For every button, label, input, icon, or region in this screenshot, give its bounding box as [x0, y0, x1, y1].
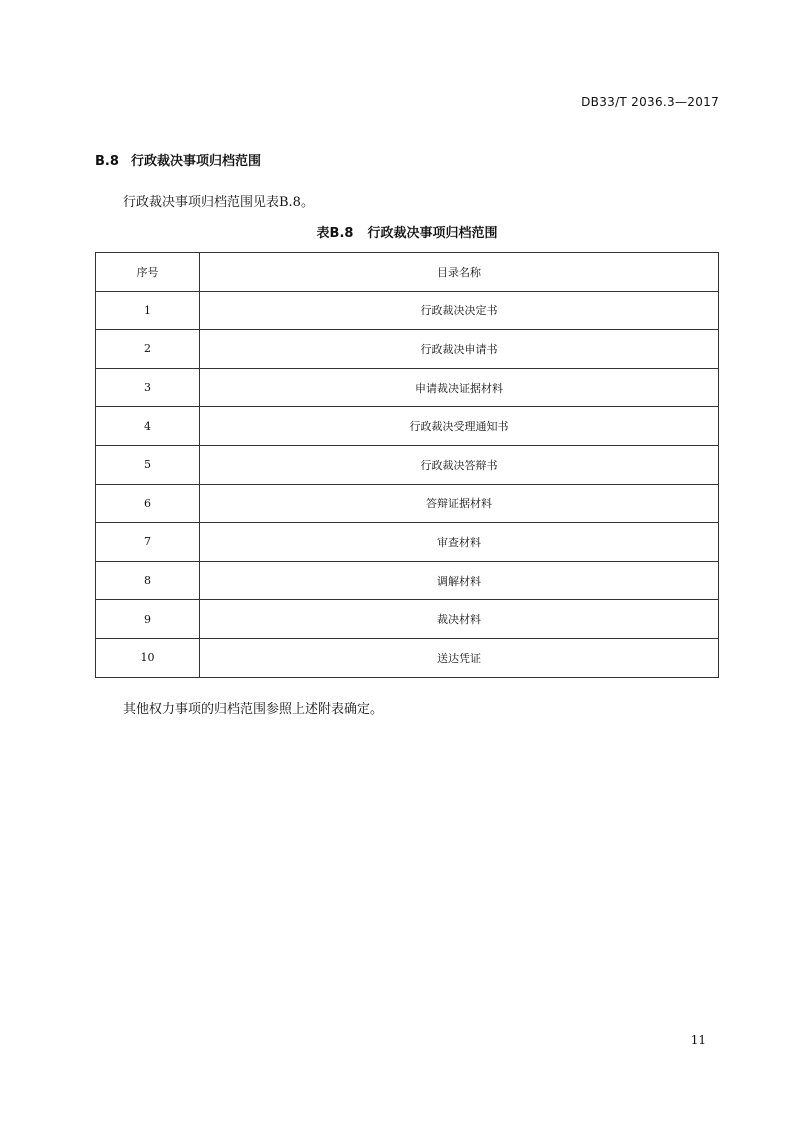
row-name: 行政裁决答辩书 [200, 445, 719, 484]
row-name: 审查材料 [200, 523, 719, 562]
row-name: 调解材料 [200, 561, 719, 600]
table-row [96, 330, 719, 369]
row-name: 答辩证据材料 [200, 484, 719, 523]
standard-code: DB33/T 2036.3—2017 [581, 95, 719, 109]
section-number: B.8 [95, 154, 119, 169]
row-seq: 10 [96, 638, 200, 677]
row-seq: 1 [96, 291, 200, 330]
table-row [96, 445, 719, 484]
column-header-name: 目录名称 [200, 253, 719, 292]
table-row [96, 638, 719, 677]
table-row [96, 600, 719, 639]
table-row [96, 368, 719, 407]
page-number: 11 [690, 1033, 706, 1047]
table-row [96, 484, 719, 523]
row-name: 行政裁决申请书 [200, 330, 719, 369]
row-seq: 4 [96, 407, 200, 446]
section-heading [95, 150, 261, 169]
section-title: 行政裁决事项归档范围 [131, 154, 262, 169]
row-seq: 2 [96, 330, 200, 369]
intro-paragraph: 行政裁决事项归档范围见表B.8。 [123, 195, 314, 210]
table-row [96, 523, 719, 562]
archive-scope-table [95, 252, 719, 678]
row-name: 申请裁决证据材料 [200, 368, 719, 407]
row-seq: 9 [96, 600, 200, 639]
closing-paragraph: 其他权力事项的归档范围参照上述附表确定。 [123, 702, 384, 717]
table-header-row [96, 253, 719, 292]
table-row [96, 407, 719, 446]
row-name: 行政裁决受理通知书 [200, 407, 719, 446]
table-caption-title: 行政裁决事项归档范围 [367, 226, 498, 241]
row-seq: 5 [96, 445, 200, 484]
row-seq: 8 [96, 561, 200, 600]
row-seq: 3 [96, 368, 200, 407]
row-name: 裁决材料 [200, 600, 719, 639]
table-caption [95, 222, 719, 241]
table-row [96, 291, 719, 330]
row-seq: 7 [96, 523, 200, 562]
table-caption-number: 表B.8 [316, 226, 354, 241]
table-row [96, 561, 719, 600]
row-name: 送达凭证 [200, 638, 719, 677]
column-header-seq: 序号 [96, 253, 200, 292]
row-seq: 6 [96, 484, 200, 523]
row-name: 行政裁决决定书 [200, 291, 719, 330]
